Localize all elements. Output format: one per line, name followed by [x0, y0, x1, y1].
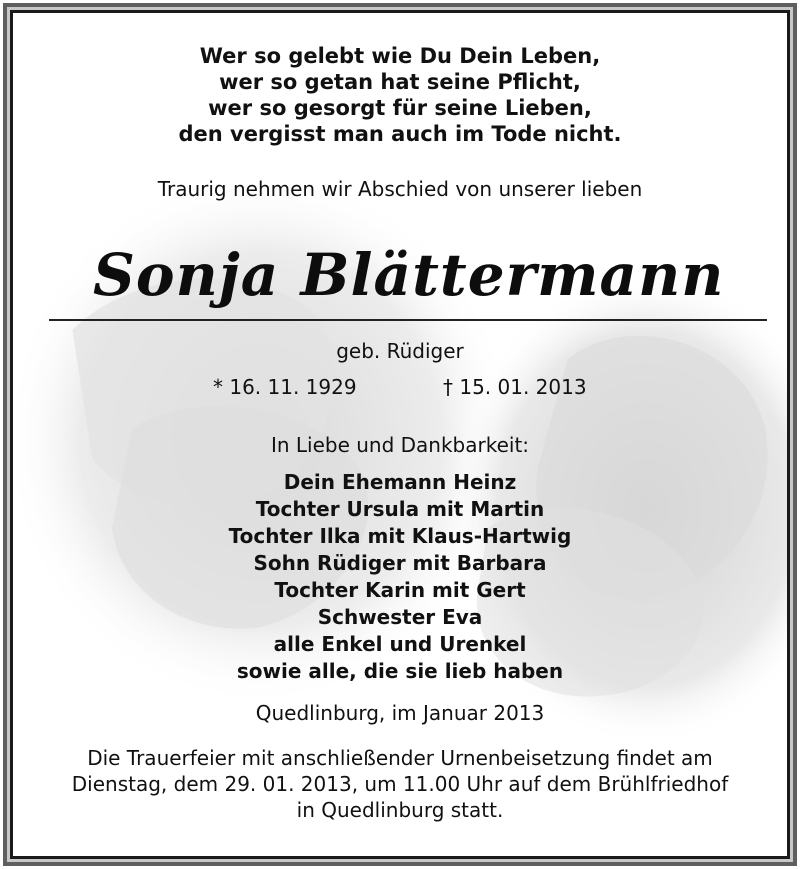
mourner-item: Sohn Rüdiger mit Barbara	[253, 551, 547, 575]
mourner-item: alle Enkel und Urenkel	[273, 632, 527, 656]
poem-line: den vergisst man auch im Tode nicht.	[178, 122, 622, 146]
deceased-name: Sonja Blättermann	[93, 241, 725, 309]
mourners-list	[13, 469, 787, 685]
notice-body	[10, 10, 790, 859]
poem-line: wer so getan hat seine Pflicht,	[219, 70, 581, 94]
mourner-item: Schwester Eva	[317, 605, 483, 629]
service-line: Die Trauerfeier mit anschließender Urnenbeisetzung findet am	[87, 746, 713, 770]
poem	[13, 43, 787, 147]
mourner-item: Dein Ehemann Heinz	[283, 470, 517, 494]
frame-border	[7, 7, 793, 862]
intro-text: Traurig nehmen wir Abschied von unserer lieben	[157, 177, 643, 201]
death-date: † 15. 01. 2013	[443, 375, 587, 399]
mourner-item: Tochter Karin mit Gert	[274, 578, 526, 602]
place-date: Quedlinburg, im Januar 2013	[255, 701, 545, 725]
notice-frame	[3, 3, 797, 866]
service-line: in Quedlinburg statt.	[296, 798, 504, 822]
maiden-name: geb. Rüdiger	[336, 339, 464, 363]
gratitude-text: In Liebe und Dankbarkeit:	[270, 433, 530, 457]
poem-line: wer so gesorgt für seine Lieben,	[208, 96, 592, 120]
birth-date: * 16. 11. 1929	[213, 375, 357, 399]
mourner-item: sowie alle, die sie lieb haben	[236, 659, 564, 683]
name-divider	[49, 319, 767, 321]
poem-line: Wer so gelebt wie Du Dein Leben,	[199, 44, 601, 68]
mourner-item: Tochter Ursula mit Martin	[255, 497, 545, 521]
mourner-item: Tochter Ilka mit Klaus-Hartwig	[228, 524, 572, 548]
service-line: Dienstag, dem 29. 01. 2013, um 11.00 Uhr auf dem Brühlfriedhof	[71, 772, 729, 796]
service-info	[13, 745, 787, 823]
